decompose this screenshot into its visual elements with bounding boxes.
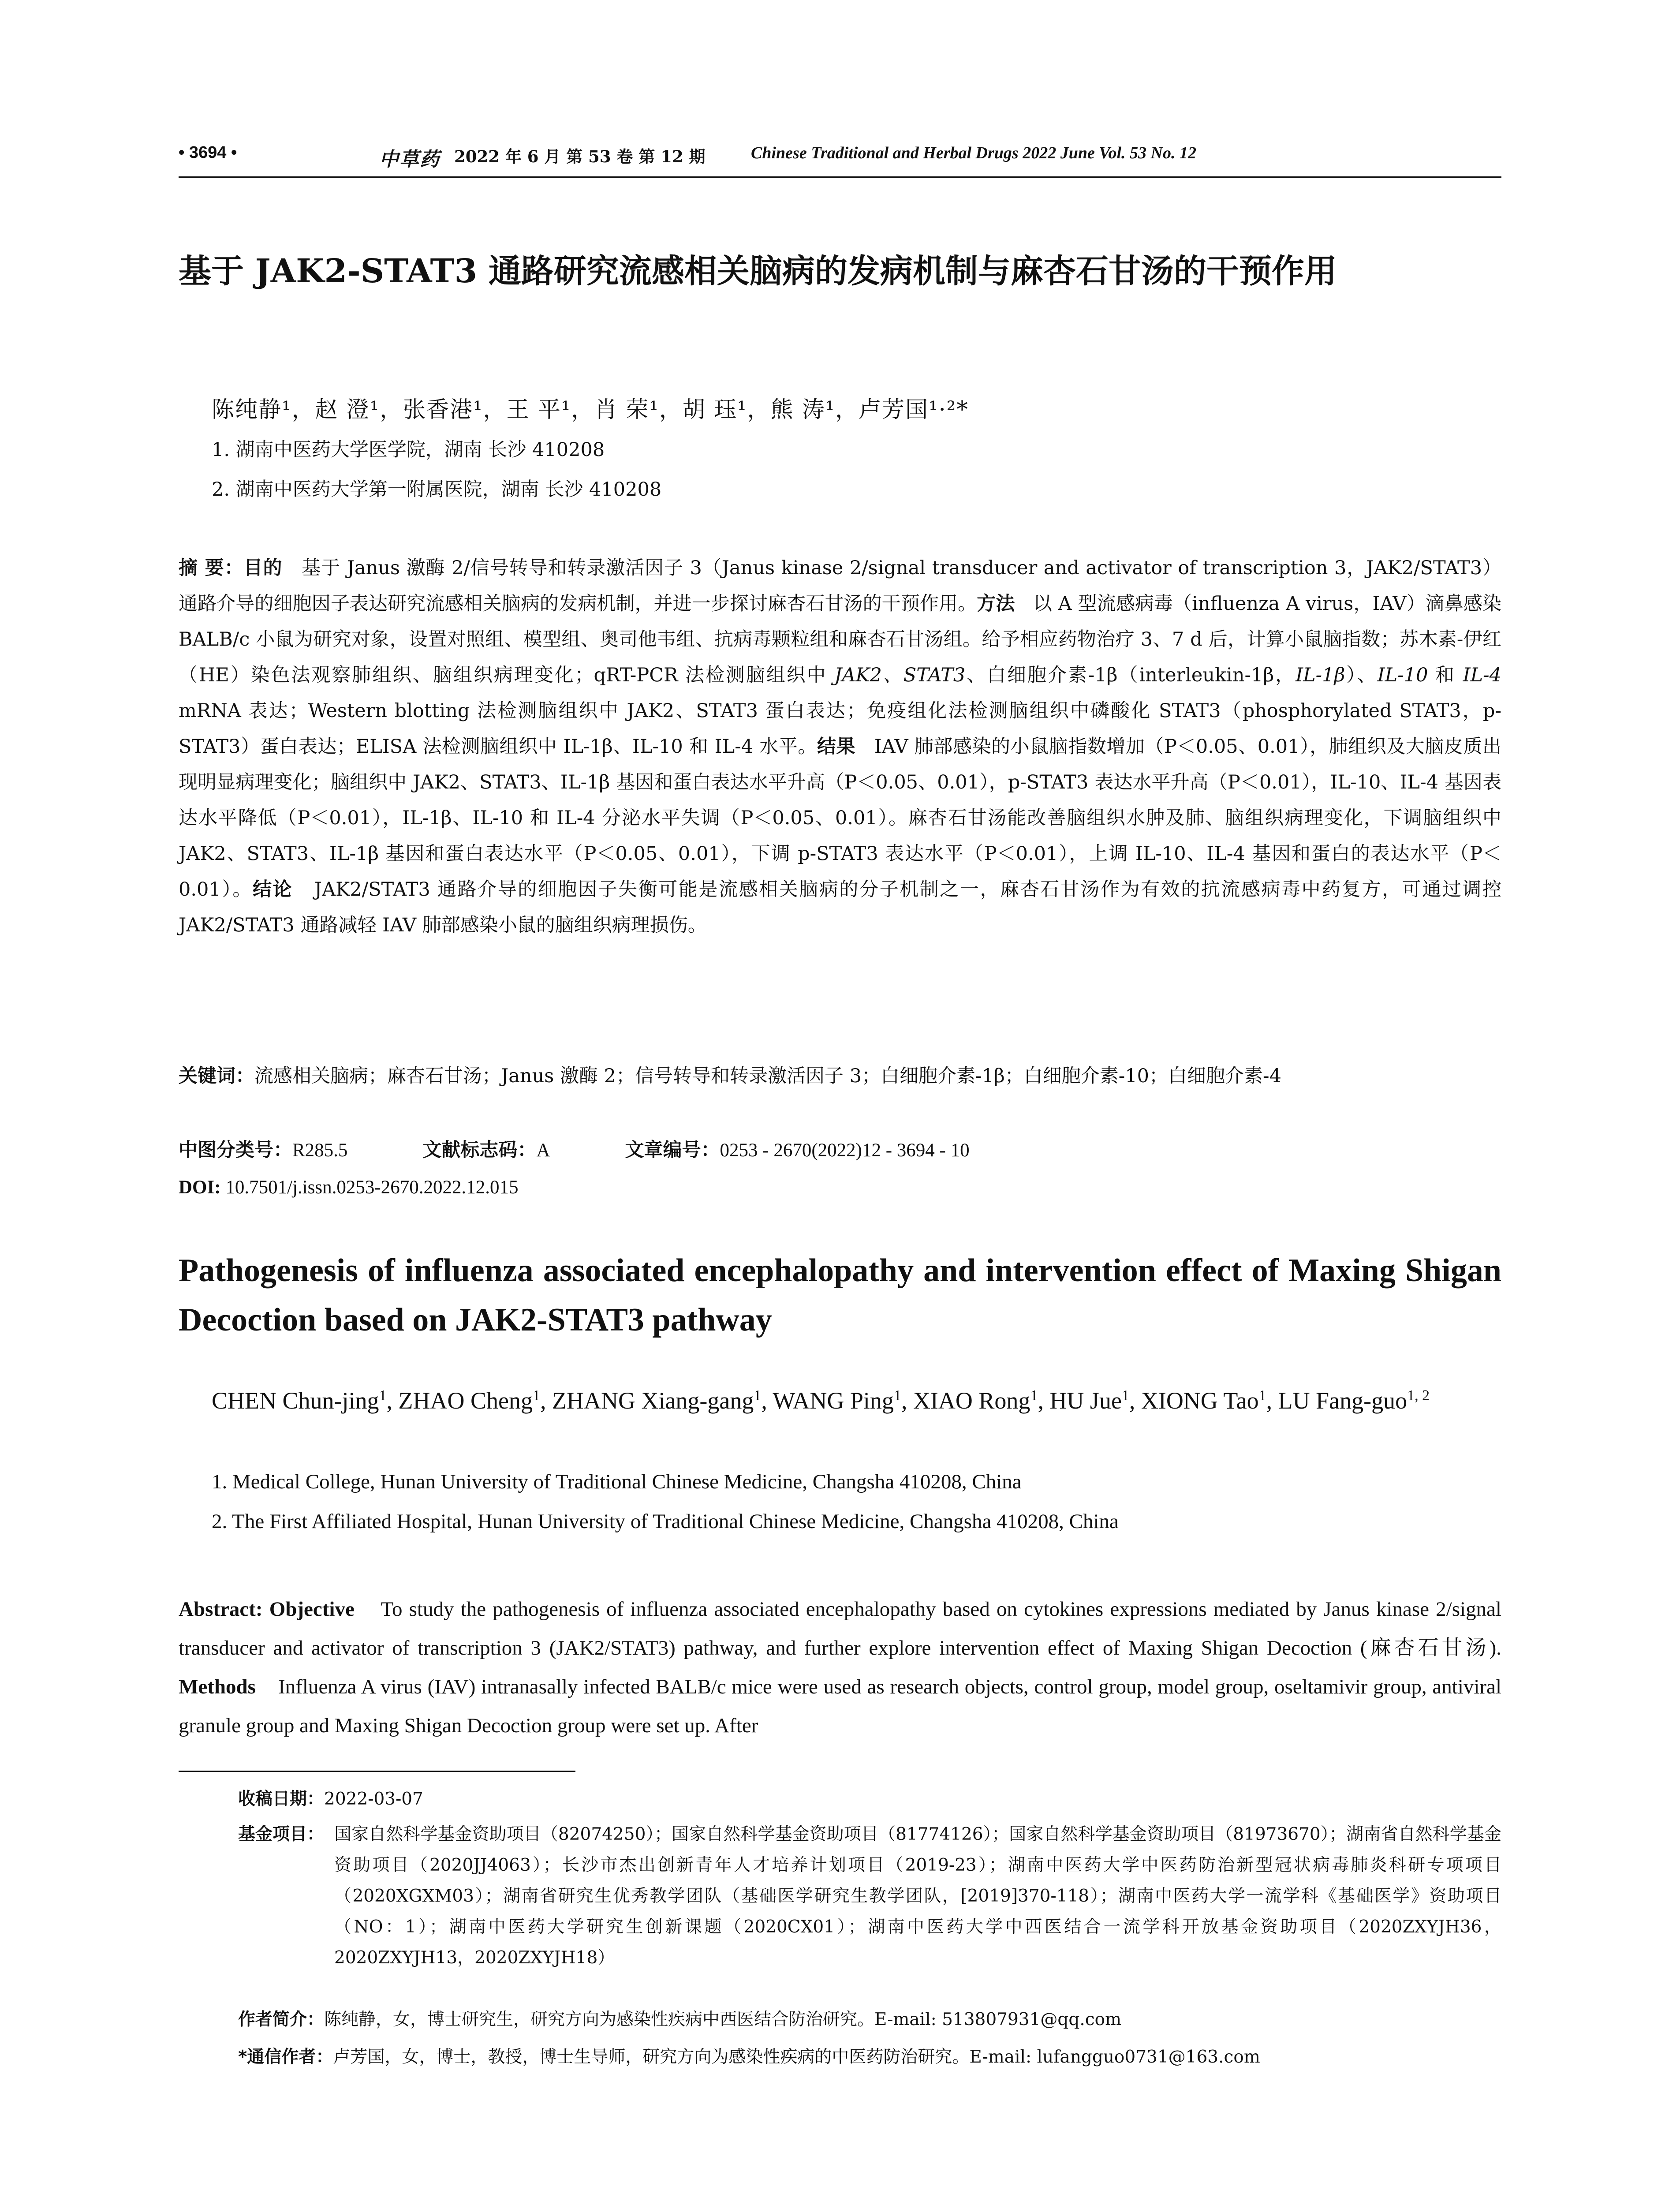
header-rule — [179, 176, 1501, 178]
cn-abstract — [179, 550, 1501, 943]
cn-methods-text: mRNA 表达；Western blotting 法检测脑组织中 JAK2、STAT3 蛋白表达；免疫组化法检测脑组织中磷酸化 STAT3（phosphorylated STAT3，p-STAT3）蛋白表达；ELISA 法检测脑组织中 IL-1β、IL-10 和 IL-4 水平。 — [179, 700, 1501, 758]
journal-issue-cn: 2022 年 6 月 第 53 卷 第 12 期 — [454, 147, 706, 166]
corresponding-label: *通信作者： — [238, 2047, 333, 2067]
footnote-rule — [179, 1771, 575, 1772]
article-no-label: 文章编号： — [625, 1139, 720, 1161]
page-number: • 3694 • — [179, 143, 237, 162]
cn-methods-text: 和 — [1428, 664, 1463, 686]
corresponding-value: 卢芳国，女，博士，教授，博士生导师，研究方向为感染性疾病的中医药防治研究。E-mail: lufangguo0731@163.com — [333, 2047, 1260, 2067]
footnote-received — [238, 1784, 1501, 1815]
en-title: Pathogenesis of influenza associated encephalopathy and intervention effect of Maxing Shigan Decoction based on JAK2-STAT3 pathway — [179, 1252, 1501, 1338]
doc-code-value: A — [536, 1140, 550, 1161]
en-abstract — [179, 1590, 1501, 1745]
cn-results-text: IAV 肺部感染的小鼠脑指数增加（P＜0.05、0.01），肺组织及大脑皮质出现明显病理变化；脑组织中 JAK2、STAT3、IL-1β 基因和蛋白表达水平升高（P＜0.05、0.01），p-STAT3 表达水平升高（P＜0.01），IL-10、IL-4 基因表达水平降低（P＜0.01），IL-1β、IL-10 和 IL-4 分泌水平失调（P＜0.05、0.01）。麻杏石甘汤能改善脑组织水肿及肺、脑组织病理变化，下调脑组织中 JAK2、STAT3、IL-1β 基因和蛋白表达水平（P＜0.05、0.01），下调 p-STAT3 表达水平（P＜0.01），上调 IL-10、IL-4 基因和蛋白的表达水平（P＜0.01）。 — [179, 736, 1501, 901]
cn-classification — [179, 1135, 1501, 1166]
cn-objective-label: 目的 — [243, 557, 283, 579]
received-label: 收稿日期： — [238, 1789, 325, 1809]
fund-value: 国家自然科学基金资助项目（82074250）；国家自然科学基金资助项目（81774126）；国家自然科学基金资助项目（81973670）；湖南省自然科学基金资助项目（2020JJ4063）；长沙市杰出创新青年人才培养计划项目（2019-23）；湖南中医药大学中医药防治新型冠状病毒肺炎科研专项项目（2020XGXM03）；湖南省研究生优秀教学团队（基础医学研究生教学团队，[2019]370-118）；湖南中医药大学一流学科《基础医学》资助项目（NO：1）；湖南中医药大学研究生创新课题（2020CX01）；湖南中医药大学中西医结合一流学科开放基金资助项目（2020ZXYJH36，2020ZXYJH13，2020ZXYJH18） — [334, 1824, 1501, 1968]
cn-conclusion-text: JAK2/STAT3 通路介导的细胞因子失衡可能是流感相关脑病的分子机制之一，麻杏石甘汤作为有效的抗流感病毒中药复方，可通过调控 JAK2/STAT3 通路减轻 IAV 肺部感染小鼠的脑组织病理损伤。 — [179, 878, 1501, 936]
cn-authors: 陈纯静¹，赵 澄¹，张香港¹，王 平¹，肖 荣¹，胡 珏¹，熊 涛¹，卢芳国¹·²* — [212, 397, 969, 423]
cn-methods-text: ）、 — [1345, 664, 1378, 686]
cn-methods-gene: IL-1β — [1295, 664, 1345, 686]
journal-logo: 中草药 — [379, 148, 440, 171]
cn-methods-text: 、白细胞介素-1β（interleukin-1β， — [965, 664, 1296, 686]
cn-methods-label: 方法 — [977, 593, 1015, 615]
cn-affiliation-1: 1. 湖南中医药大学医学院，湖南 长沙 410208 — [212, 439, 605, 461]
clc-value: R285.5 — [292, 1140, 348, 1161]
doi-value: 10.7501/j.issn.0253-2670.2022.12.015 — [225, 1177, 519, 1198]
cn-methods-text: 以 A 型流感病毒（influenza A virus，IAV）滴鼻感染 BALB/c 小鼠为研究对象，设置对照组、模型组、奥司他韦组、抗病毒颗粒组和麻杏石甘汤组。给予相应药物治疗 3、7 d 后，计算小鼠脑指数；苏木素-伊红（HE）染色法观察肺组织、脑组织病理变化；qRT-PCR 法检测脑组织中 — [179, 593, 1501, 686]
cn-methods-gene: IL-10 — [1377, 664, 1428, 686]
cn-title: 基于 JAK2-STAT3 通路研究流感相关脑病的发病机制与麻杏石甘汤的干预作用 — [179, 252, 1337, 290]
clc-label: 中图分类号： — [179, 1139, 292, 1161]
cn-keywords-label: 关键词： — [179, 1065, 254, 1087]
en-methods-text: Influenza A virus (IAV) intranasally infected BALB/c mice were used as research objects, control group, model group, oseltamivir group, antiviral granule group and Maxing Shigan Decoction group were set up. After — [179, 1675, 1502, 1737]
en-affiliation-1: 1. Medical College, Hunan University of Traditional Chinese Medicine, Changsha 410208, China — [212, 1470, 1022, 1493]
doi-label: DOI: — [179, 1177, 221, 1198]
cn-keywords — [179, 1058, 1501, 1094]
running-header — [179, 143, 1501, 179]
footnote-fund — [238, 1819, 1501, 1973]
cn-conclusion-label: 结论 — [252, 878, 293, 901]
cn-affiliation-2: 2. 湖南中医药大学第一附属医院，湖南 长沙 410208 — [212, 478, 662, 501]
cn-objective-text: 基于 Janus 激酶 2/信号转导和转录激活因子 3（Janus kinase 2/signal transducer and activator of transcription 3，JAK2/STAT3）通路介导的细胞因子表达研究流感相关脑病的发病机制，并进一步探讨麻杏石甘汤的干预作用。 — [179, 557, 1501, 615]
en-methods-label: Methods — [179, 1675, 256, 1698]
fund-label: 基金项目： — [238, 1824, 325, 1844]
cn-methods-gene: JAK2、STAT3 — [834, 664, 966, 686]
en-affiliation-2: 2. The First Affiliated Hospital, Hunan University of Traditional Chinese Medicine, Changsha 410208, China — [212, 1510, 1119, 1533]
journal-issue-en: Chinese Traditional and Herbal Drugs 2022 June Vol. 53 No. 12 — [751, 144, 1196, 162]
cn-keywords-text: 流感相关脑病；麻杏石甘汤；Janus 激酶 2；信号转导和转录激活因子 3；白细胞介素-1β；白细胞介素-10；白细胞介素-4 — [254, 1065, 1281, 1087]
en-objective-text: To study the pathogenesis of influenza associated encephalopathy based on cytokines expressions mediated by Janus kinase 2/signal transducer and activator of transcription 3 (JAK2/STAT3) pathway, and further explore intervention effect of Maxing Shigan Decoction (麻杏石甘汤). — [179, 1598, 1501, 1659]
author-label: 作者简介： — [238, 2010, 325, 2029]
doc-code-label: 文献标志码： — [422, 1139, 537, 1161]
en-authors: CHEN Chun-jing$^1$, ZHAO Cheng$^1$, ZHANG Xiang-gang$^1$, WANG Ping$^1$, XIAO Rong$^1$, HU Jue$^1$, XIONG Tao$^1$, LU Fang-guo$^{1, 2}$ — [212, 1387, 1430, 1414]
footnote-author — [238, 2004, 1501, 2035]
cn-methods-gene: IL-4 — [1463, 664, 1502, 686]
doi — [179, 1172, 1501, 1203]
article-no-value: 0253 - 2670(2022)12 - 3694 - 10 — [720, 1140, 970, 1161]
received-value: 2022-03-07 — [324, 1789, 423, 1809]
en-abstract-label: Abstract: Objective — [179, 1598, 355, 1621]
footnote-corresponding — [238, 2042, 1501, 2073]
author-value: 陈纯静，女，博士研究生，研究方向为感染性疾病中西医结合防治研究。E-mail: 513807931@qq.com — [324, 2010, 1122, 2029]
cn-abstract-label: 摘 要： — [179, 557, 244, 579]
cn-results-label: 结果 — [817, 736, 856, 758]
